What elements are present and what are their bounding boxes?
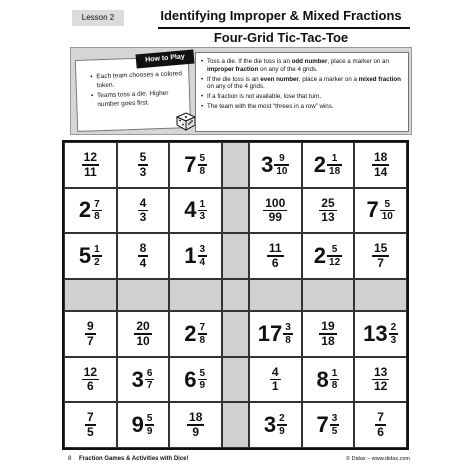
mixed-number xyxy=(366,199,394,223)
numerator: 19 xyxy=(321,319,335,334)
grid-cell[interactable] xyxy=(64,142,117,188)
denominator: 6 xyxy=(86,379,94,394)
whole-number: 7 xyxy=(366,197,379,223)
grid-cell[interactable] xyxy=(249,233,302,279)
numerator: 4 xyxy=(271,364,279,379)
rule-item xyxy=(201,103,406,111)
grid-cell[interactable] xyxy=(302,311,355,357)
mixed-number xyxy=(314,244,342,268)
rule-text: Toss a die. If the die toss is an xyxy=(207,58,292,65)
rule-text: If a fraction is not available, lose that turn. xyxy=(207,93,322,101)
grid-cell[interactable] xyxy=(64,233,117,279)
denominator: 10 xyxy=(136,333,150,348)
grid-cell[interactable] xyxy=(302,357,355,403)
fraction xyxy=(267,242,284,270)
mixed-number xyxy=(314,153,342,177)
fraction xyxy=(380,199,395,223)
setup-item: • Teams toss a die. Higher number goes first. xyxy=(91,89,188,109)
grid-cell[interactable] xyxy=(249,188,302,234)
page-subtitle: Four-Grid Tic-Tac-Toe xyxy=(213,30,349,45)
separator-cell xyxy=(222,311,249,357)
rule-item xyxy=(201,76,406,92)
rules-card xyxy=(195,52,409,132)
whole-number: 17 xyxy=(257,321,283,347)
page-title: Identifying Improper & Mixed Fractions xyxy=(160,8,402,23)
separator-cell xyxy=(222,402,249,448)
numerator: 7 xyxy=(199,322,206,334)
fraction xyxy=(270,366,281,394)
fraction xyxy=(372,151,389,179)
numerator: 12 xyxy=(83,364,98,379)
fraction xyxy=(319,320,336,348)
whole-number: 3 xyxy=(263,412,277,438)
fraction xyxy=(134,320,151,348)
numerator: 8 xyxy=(139,241,147,256)
denominator: 8 xyxy=(94,211,100,222)
rule-emphasis: mixed fraction xyxy=(358,75,401,83)
copyright: © Didax – www.didax.com xyxy=(346,456,410,462)
numerator: 1 xyxy=(331,367,338,379)
numerator: 20 xyxy=(136,319,150,334)
denominator: 8 xyxy=(199,334,206,346)
separator-cell xyxy=(117,279,170,312)
grid-cell[interactable] xyxy=(354,188,407,234)
whole-number: 8 xyxy=(316,366,329,392)
rule-item xyxy=(201,93,406,101)
grid-cell[interactable] xyxy=(117,188,170,234)
separator-cell xyxy=(222,188,249,234)
mixed-number xyxy=(317,368,340,392)
numerator: 11 xyxy=(268,241,282,256)
grid-cell[interactable] xyxy=(169,188,222,234)
denominator: 3 xyxy=(390,334,397,346)
grid-cell[interactable] xyxy=(169,142,222,188)
grid-cell[interactable] xyxy=(64,402,117,448)
separator-cell xyxy=(222,357,249,403)
fraction xyxy=(82,151,99,179)
grid-cell[interactable] xyxy=(249,311,302,357)
mixed-number xyxy=(132,413,155,437)
numerator: 3 xyxy=(331,413,338,425)
numerator: 4 xyxy=(139,195,147,210)
fraction xyxy=(319,197,336,225)
numerator: 1 xyxy=(331,153,338,164)
mixed-number xyxy=(184,199,207,223)
denominator: 5 xyxy=(331,425,338,437)
rule-text: The team with the most “threes in a row” wins. xyxy=(207,102,334,110)
denominator: 8 xyxy=(285,334,291,346)
denominator: 6 xyxy=(271,255,279,270)
how-to-play-label: How to Play xyxy=(136,49,195,68)
grid-cell[interactable] xyxy=(117,402,170,448)
rule-text: If the die toss is an xyxy=(207,75,261,83)
numerator: 5 xyxy=(384,198,391,210)
numerator: 3 xyxy=(199,244,206,256)
tic-tac-toe-board xyxy=(62,140,409,450)
fraction xyxy=(372,366,389,394)
separator-cell xyxy=(222,279,249,312)
grid-cell[interactable] xyxy=(64,357,117,403)
denominator: 9 xyxy=(199,380,206,392)
grid-cell[interactable] xyxy=(117,233,170,279)
denominator: 18 xyxy=(321,333,335,348)
separator-cell xyxy=(302,279,355,312)
denominator: 9 xyxy=(146,425,153,437)
mixed-number xyxy=(264,413,287,437)
numerator: 5 xyxy=(199,367,206,379)
numerator: 2 xyxy=(279,413,285,425)
separator-cell xyxy=(249,279,302,312)
grid-cell[interactable] xyxy=(354,233,407,279)
grid-cell[interactable] xyxy=(169,311,222,357)
denominator: 10 xyxy=(276,165,288,177)
separator-cell xyxy=(354,279,407,312)
rule-text: on any of the 4 grids. xyxy=(207,83,265,91)
grid-cell[interactable] xyxy=(117,142,170,188)
mixed-number xyxy=(261,153,289,177)
denominator: 3 xyxy=(199,211,206,222)
denominator: 8 xyxy=(199,165,206,177)
fraction xyxy=(327,244,342,268)
instructions-panel xyxy=(70,47,412,135)
whole-number: 1 xyxy=(184,242,197,268)
denominator: 5 xyxy=(86,424,94,439)
title-divider xyxy=(158,27,410,29)
numerator: 15 xyxy=(373,241,388,256)
fraction xyxy=(198,153,208,177)
numerator: 12 xyxy=(83,150,98,164)
numerator: 3 xyxy=(285,322,291,334)
setup-list xyxy=(90,70,187,111)
denominator: 9 xyxy=(279,425,285,437)
numerator: 1 xyxy=(199,198,206,210)
denominator: 13 xyxy=(321,210,335,224)
whole-number: 2 xyxy=(184,321,197,347)
footer-book xyxy=(68,456,189,462)
denominator: 2 xyxy=(94,256,100,268)
fraction xyxy=(138,197,149,225)
denominator: 4 xyxy=(199,256,206,268)
whole-number: 13 xyxy=(363,321,388,347)
fraction xyxy=(92,199,102,223)
fraction xyxy=(372,242,389,270)
mixed-number xyxy=(184,322,207,346)
fraction xyxy=(330,413,340,437)
fraction xyxy=(198,244,208,268)
fraction xyxy=(138,151,149,179)
fraction xyxy=(198,199,208,223)
rule-emphasis: improper fraction xyxy=(207,65,259,73)
numerator: 5 xyxy=(139,150,147,164)
fraction xyxy=(389,322,399,346)
fraction xyxy=(277,413,287,437)
grid-cell[interactable] xyxy=(354,142,407,188)
numerator: 7 xyxy=(86,410,94,425)
numerator: 9 xyxy=(279,153,285,164)
grid-cell[interactable] xyxy=(302,142,355,188)
numerator: 13 xyxy=(373,364,388,379)
denominator: 11 xyxy=(83,164,97,179)
fraction xyxy=(145,413,155,437)
dice-icon xyxy=(175,111,197,131)
book-title: Fraction Games & Activities with Dice! xyxy=(79,456,189,462)
denominator: 12 xyxy=(373,379,388,394)
fraction xyxy=(138,242,149,270)
numerator: 18 xyxy=(373,150,388,164)
separator-cell xyxy=(222,233,249,279)
rule-text: , place a marker on a xyxy=(298,75,359,83)
denominator: 99 xyxy=(268,210,282,224)
mixed-number xyxy=(79,199,102,223)
lesson-badge: Lesson 2 xyxy=(72,10,124,26)
fraction xyxy=(283,322,293,346)
rule-item xyxy=(201,58,406,74)
fraction xyxy=(330,368,340,392)
grid-cell[interactable] xyxy=(354,402,407,448)
fraction xyxy=(375,411,386,439)
numerator: 7 xyxy=(377,410,384,425)
grid-cell[interactable] xyxy=(169,357,222,403)
denominator: 14 xyxy=(373,164,388,179)
whole-number: 5 xyxy=(78,242,92,268)
mixed-number xyxy=(184,368,207,392)
denominator: 3 xyxy=(139,210,147,224)
whole-number: 2 xyxy=(313,242,327,268)
fraction xyxy=(187,411,204,439)
fraction xyxy=(82,366,99,394)
rule-emphasis: even number xyxy=(260,75,299,83)
denominator: 9 xyxy=(192,424,200,439)
fraction xyxy=(85,320,96,348)
numerator: 1 xyxy=(94,244,100,256)
numerator: 100 xyxy=(265,195,286,210)
whole-number: 3 xyxy=(131,366,144,392)
mixed-number xyxy=(363,322,398,346)
denominator: 7 xyxy=(86,333,94,348)
denominator: 3 xyxy=(139,164,147,179)
grid-cell[interactable] xyxy=(64,188,117,234)
denominator: 12 xyxy=(329,256,341,268)
grid-cell[interactable] xyxy=(302,402,355,448)
denominator: 6 xyxy=(377,424,384,439)
grid-cell[interactable] xyxy=(354,357,407,403)
fraction xyxy=(198,322,208,346)
whole-number: 2 xyxy=(78,197,92,223)
grid-cell[interactable] xyxy=(354,311,407,357)
numerator: 6 xyxy=(146,367,153,379)
fraction xyxy=(85,411,96,439)
denominator: 1 xyxy=(271,379,279,394)
whole-number: 7 xyxy=(184,151,197,177)
denominator: 10 xyxy=(381,211,393,222)
numerator: 5 xyxy=(146,413,153,425)
whole-number: 4 xyxy=(184,197,197,223)
grid-cell[interactable] xyxy=(169,402,222,448)
grid-cell[interactable] xyxy=(249,402,302,448)
numerator: 5 xyxy=(199,153,206,164)
numerator: 7 xyxy=(94,198,100,210)
whole-number: 9 xyxy=(131,412,144,438)
numerator: 2 xyxy=(390,322,397,334)
whole-number: 3 xyxy=(261,151,274,177)
numerator: 9 xyxy=(86,319,94,334)
grid-cell[interactable] xyxy=(117,311,170,357)
separator-cell xyxy=(64,279,117,312)
grid-cell[interactable] xyxy=(64,311,117,357)
mixed-number xyxy=(184,153,207,177)
rule-text: on any of the 4 grids. xyxy=(258,65,318,73)
denominator: 4 xyxy=(139,255,147,270)
fraction xyxy=(145,368,155,392)
denominator: 8 xyxy=(331,380,338,392)
grid-cell[interactable] xyxy=(302,188,355,234)
mixed-number xyxy=(79,244,102,268)
whole-number: 2 xyxy=(313,151,327,177)
setup-item: • Each team chooses a colored token. xyxy=(90,70,187,90)
mixed-number xyxy=(258,322,293,346)
whole-number: 7 xyxy=(316,412,329,438)
grid-cell[interactable] xyxy=(302,233,355,279)
mixed-number xyxy=(184,244,207,268)
rules-list xyxy=(201,58,406,113)
fraction xyxy=(274,153,289,177)
separator-cell xyxy=(222,142,249,188)
grid-cell[interactable] xyxy=(117,357,170,403)
numerator: 5 xyxy=(331,244,338,256)
fraction xyxy=(198,368,208,392)
rule-emphasis: odd number xyxy=(291,58,328,65)
fraction xyxy=(327,153,342,177)
mixed-number xyxy=(132,368,155,392)
grid-cell[interactable] xyxy=(169,233,222,279)
denominator: 18 xyxy=(329,165,341,177)
fraction xyxy=(92,244,102,268)
mixed-number xyxy=(317,413,340,437)
grid-cell[interactable] xyxy=(249,357,302,403)
denominator: 7 xyxy=(377,255,384,270)
separator-cell xyxy=(169,279,222,312)
rule-text: , place a marker on an xyxy=(327,58,389,65)
grid-cell[interactable] xyxy=(249,142,302,188)
setup-card xyxy=(75,56,191,132)
fraction xyxy=(263,197,287,225)
numerator: 25 xyxy=(321,195,335,210)
whole-number: 6 xyxy=(184,366,197,392)
page-number: 8 xyxy=(68,456,72,462)
denominator: 7 xyxy=(146,380,153,392)
numerator: 18 xyxy=(189,410,203,425)
